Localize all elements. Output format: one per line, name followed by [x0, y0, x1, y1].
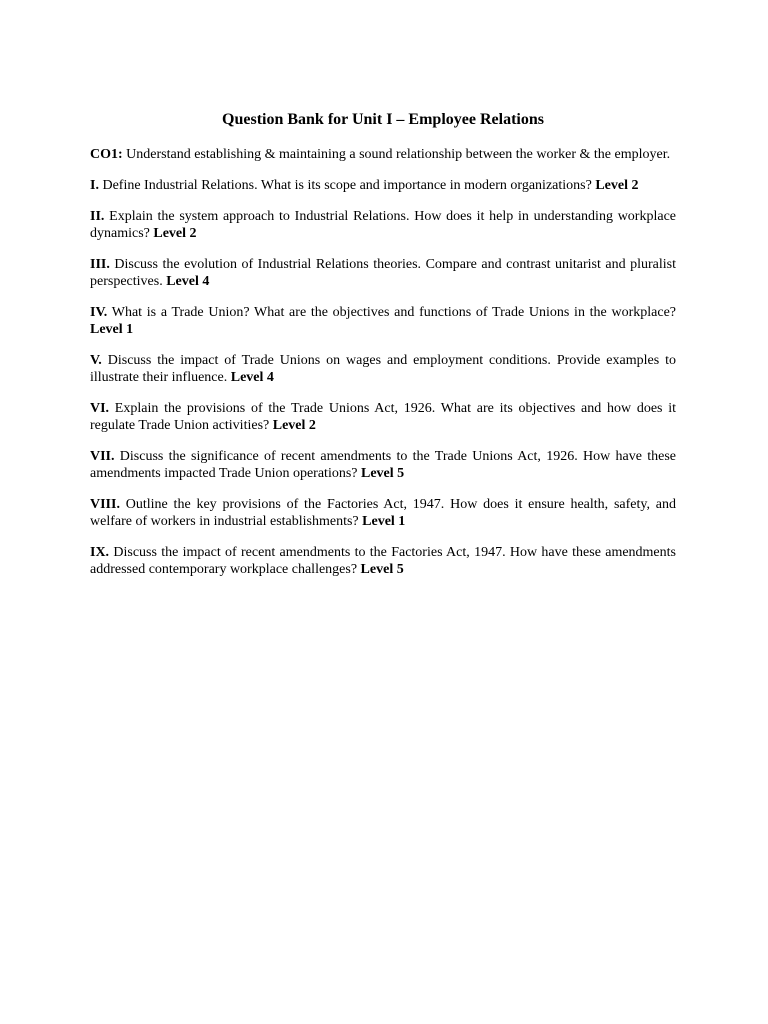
question-level: Level 1 [90, 321, 134, 337]
question-number: IV. [90, 305, 108, 320]
course-outcome-text: Understand establishing & maintaining a sound relationship between the worker & the employer. [122, 147, 671, 162]
question-level: Level 5 [360, 561, 404, 577]
question-level: Level 1 [362, 513, 406, 529]
question-level: Level 2 [595, 177, 639, 193]
question-text: What is a Trade Union? What are the objectives and functions of Trade Unions in the workplace? [107, 305, 676, 320]
question-text: Discuss the evolution of Industrial Relations theories. Compare and contrast unitarist and pluralist perspectives. [90, 257, 676, 289]
document-title: Question Bank for Unit I – Employee Relations [222, 111, 544, 128]
question-item [90, 497, 676, 530]
question-text: Explain the system approach to Industrial Relations. How does it help in understanding workplace dynamics? [90, 209, 676, 241]
document-body [90, 110, 676, 593]
question-item [90, 545, 676, 578]
question-number: III. [90, 257, 110, 272]
question-text: Outline the key provisions of the Factories Act, 1947. How does it ensure health, safety, and welfare of workers in industrial establishments? [90, 497, 676, 529]
question-text: Explain the provisions of the Trade Unions Act, 1926. What are its objectives and how does it regulate Trade Union activities? [90, 401, 676, 433]
question-item [90, 305, 676, 338]
question-text: Discuss the significance of recent amendments to the Trade Unions Act, 1926. How have these amendments impacted Trade Union operations? [90, 449, 676, 481]
question-item [90, 401, 676, 434]
question-number: V. [90, 353, 102, 368]
course-outcome-label: CO1: [90, 147, 123, 162]
question-text: Define Industrial Relations. What is its scope and importance in modern organizations? [98, 177, 596, 193]
question-number: VII. [90, 449, 115, 464]
question-number: II. [90, 209, 105, 224]
question-level: Level 2 [153, 225, 197, 241]
question-level: Level 5 [361, 465, 405, 481]
question-item [90, 449, 676, 482]
question-item [90, 178, 676, 195]
question-item [90, 209, 676, 242]
course-outcome [90, 147, 676, 164]
question-number: VIII. [90, 497, 120, 512]
question-level: Level 4 [230, 369, 274, 385]
question-number: IX. [90, 545, 110, 560]
question-level: Level 4 [166, 273, 210, 289]
question-number: I. [90, 177, 99, 193]
question-number: VI. [90, 401, 110, 416]
question-item [90, 353, 676, 386]
question-item [90, 257, 676, 290]
question-text: Discuss the impact of recent amendments to the Factories Act, 1947. How have these amendments addressed contemporary workplace challenges? [90, 545, 676, 577]
question-level: Level 2 [272, 417, 316, 433]
question-text: Discuss the impact of Trade Unions on wages and employment conditions. Provide examples to illustrate their influence. [90, 353, 676, 385]
